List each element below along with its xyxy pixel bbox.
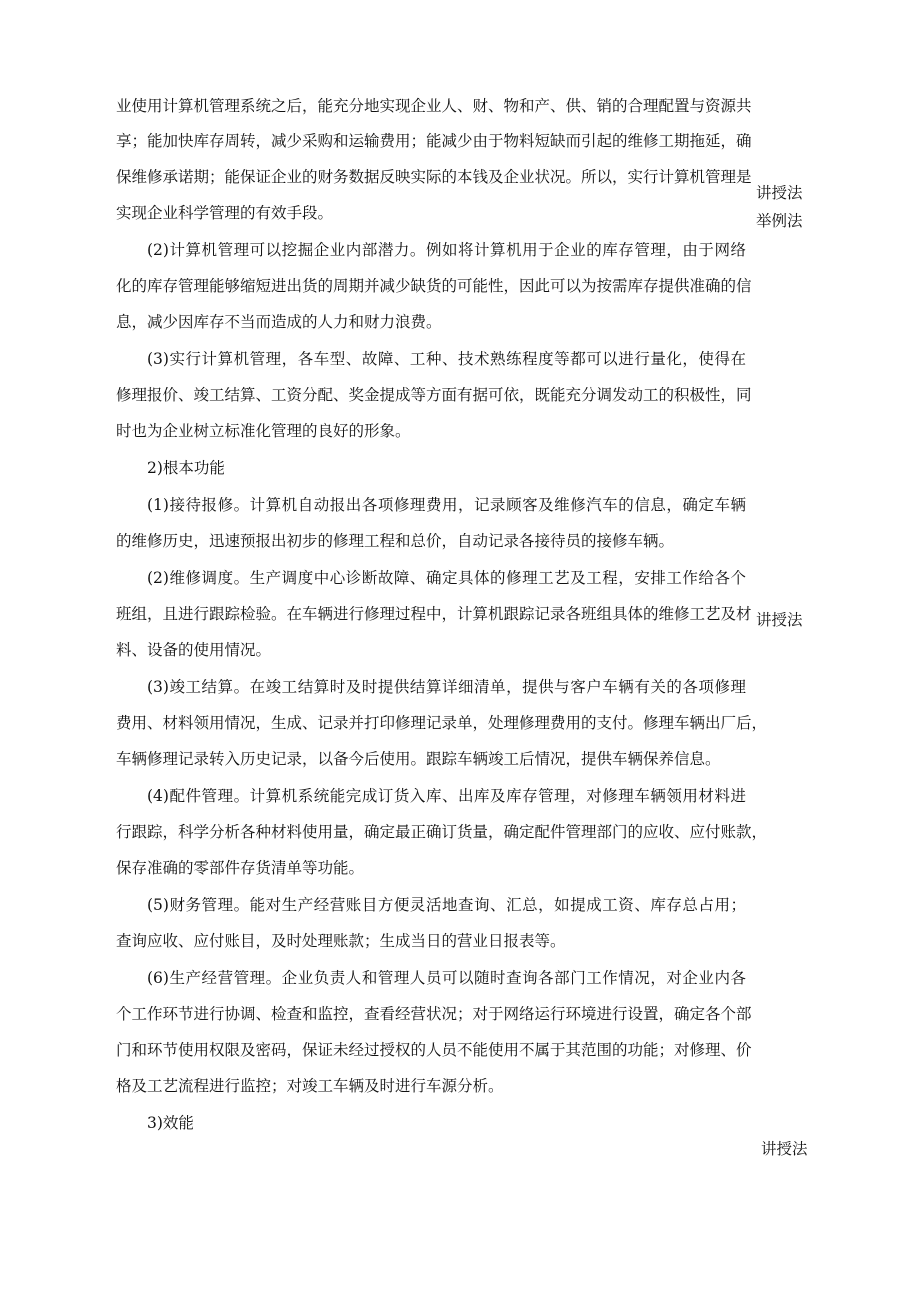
text-line: 保存准确的零部件存货清单等功能。 bbox=[116, 859, 365, 877]
text-line: 车辆修理记录转入历史记录，以备今后使用。跟踪车辆竣工后情况，提供车辆保养信息。 bbox=[116, 750, 721, 768]
text-line: 的维修历史，迅速预报出初步的修理工程和总价，自动记录各接待员的接修车辆。 bbox=[116, 532, 675, 550]
margin-note: 讲授法 bbox=[756, 611, 803, 629]
text-line: (2)维修调度。生产调度中心诊断故障、确定具体的修理工艺及工程，安排工作给各个 bbox=[147, 569, 746, 587]
text-line: 保维修承诺期；能保证企业的财务数据反映实际的本钱及企业状况。所以，实行计算机管理是 bbox=[116, 168, 752, 186]
text-line: (1)接待报修。计算机自动报出各项修理费用，记录顾客及维修汽车的信息，确定车辆 bbox=[147, 496, 746, 514]
section-heading: 2)根本功能 bbox=[147, 459, 225, 477]
text-line: 时也为企业树立标准化管理的良好的形象。 bbox=[116, 422, 411, 440]
text-line: 化的库存管理能够缩短进出货的周期并减少缺货的可能性，因此可以为按需库存提供准确的信 bbox=[116, 277, 752, 295]
text-line: 实现企业科学管理的有效手段。 bbox=[116, 204, 334, 222]
margin-note: 举例法 bbox=[756, 212, 803, 230]
text-line: 班组，且进行跟踪检验。在车辆进行修理过程中，计算机跟踪记录各班组具体的维修工艺及材 bbox=[116, 605, 752, 623]
section-heading: 3)效能 bbox=[147, 1114, 194, 1132]
margin-note: 讲授法 bbox=[761, 1140, 808, 1158]
text-line: 息，减少因库存不当而造成的人力和财力浪费。 bbox=[116, 313, 442, 331]
text-line: 享；能加快库存周转，减少采购和运输费用；能减少由于物料短缺而引起的维修工期拖延，确 bbox=[116, 132, 752, 150]
text-line: 个工作环节进行协调、检查和监控，查看经营状况；对于网络运行环境进行设置，确定各个部 bbox=[116, 1005, 752, 1023]
text-line: 行跟踪，科学分析各种材料使用量，确定最正确订货量，确定配件管理部门的应收、应付账款， bbox=[116, 823, 768, 841]
text-line: 查询应收、应付账目，及时处理账款；生成当日的营业日报表等。 bbox=[116, 932, 566, 950]
text-line: (5)财务管理。能对生产经营账目方便灵活地查询、汇总，如提成工资、库存总占用； bbox=[147, 896, 746, 914]
text-line: 修理报价、竣工结算、工资分配、奖金提成等方面有据可依，既能充分调发动工的积极性，同 bbox=[116, 386, 752, 404]
text-line: (3)实行计算机管理，各车型、故障、工种、技术熟练程度等都可以进行量化，使得在 bbox=[147, 350, 746, 368]
text-line: 费用、材料领用情况，生成、记录并打印修理记录单，处理修理费用的支付。修理车辆出厂后， bbox=[116, 714, 768, 732]
text-line: 料、设备的使用情况。 bbox=[116, 641, 272, 659]
text-line: (3)竣工结算。在竣工结算时及时提供结算详细清单，提供与客户车辆有关的各项修理 bbox=[147, 678, 746, 696]
text-line: (6)生产经营管理。企业负责人和管理人员可以随时查询各部门工作情况，对企业内各 bbox=[147, 969, 746, 987]
margin-note: 讲授法 bbox=[756, 184, 803, 202]
text-line: (2)计算机管理可以挖掘企业内部潜力。例如将计算机用于企业的库存管理，由于网络 bbox=[147, 241, 746, 259]
text-line: (4)配件管理。计算机系统能完成订货入库、出库及库存管理，对修理车辆领用材料进 bbox=[147, 787, 746, 805]
text-line: 门和环节使用权限及密码，保证未经过授权的人员不能使用不属于其范围的功能；对修理、价 bbox=[116, 1041, 752, 1059]
text-line: 格及工艺流程进行监控；对竣工车辆及时进行车源分析。 bbox=[116, 1077, 504, 1095]
text-line: 业使用计算机管理系统之后，能充分地实现企业人、财、物和产、供、销的合理配置与资源共 bbox=[116, 97, 752, 115]
